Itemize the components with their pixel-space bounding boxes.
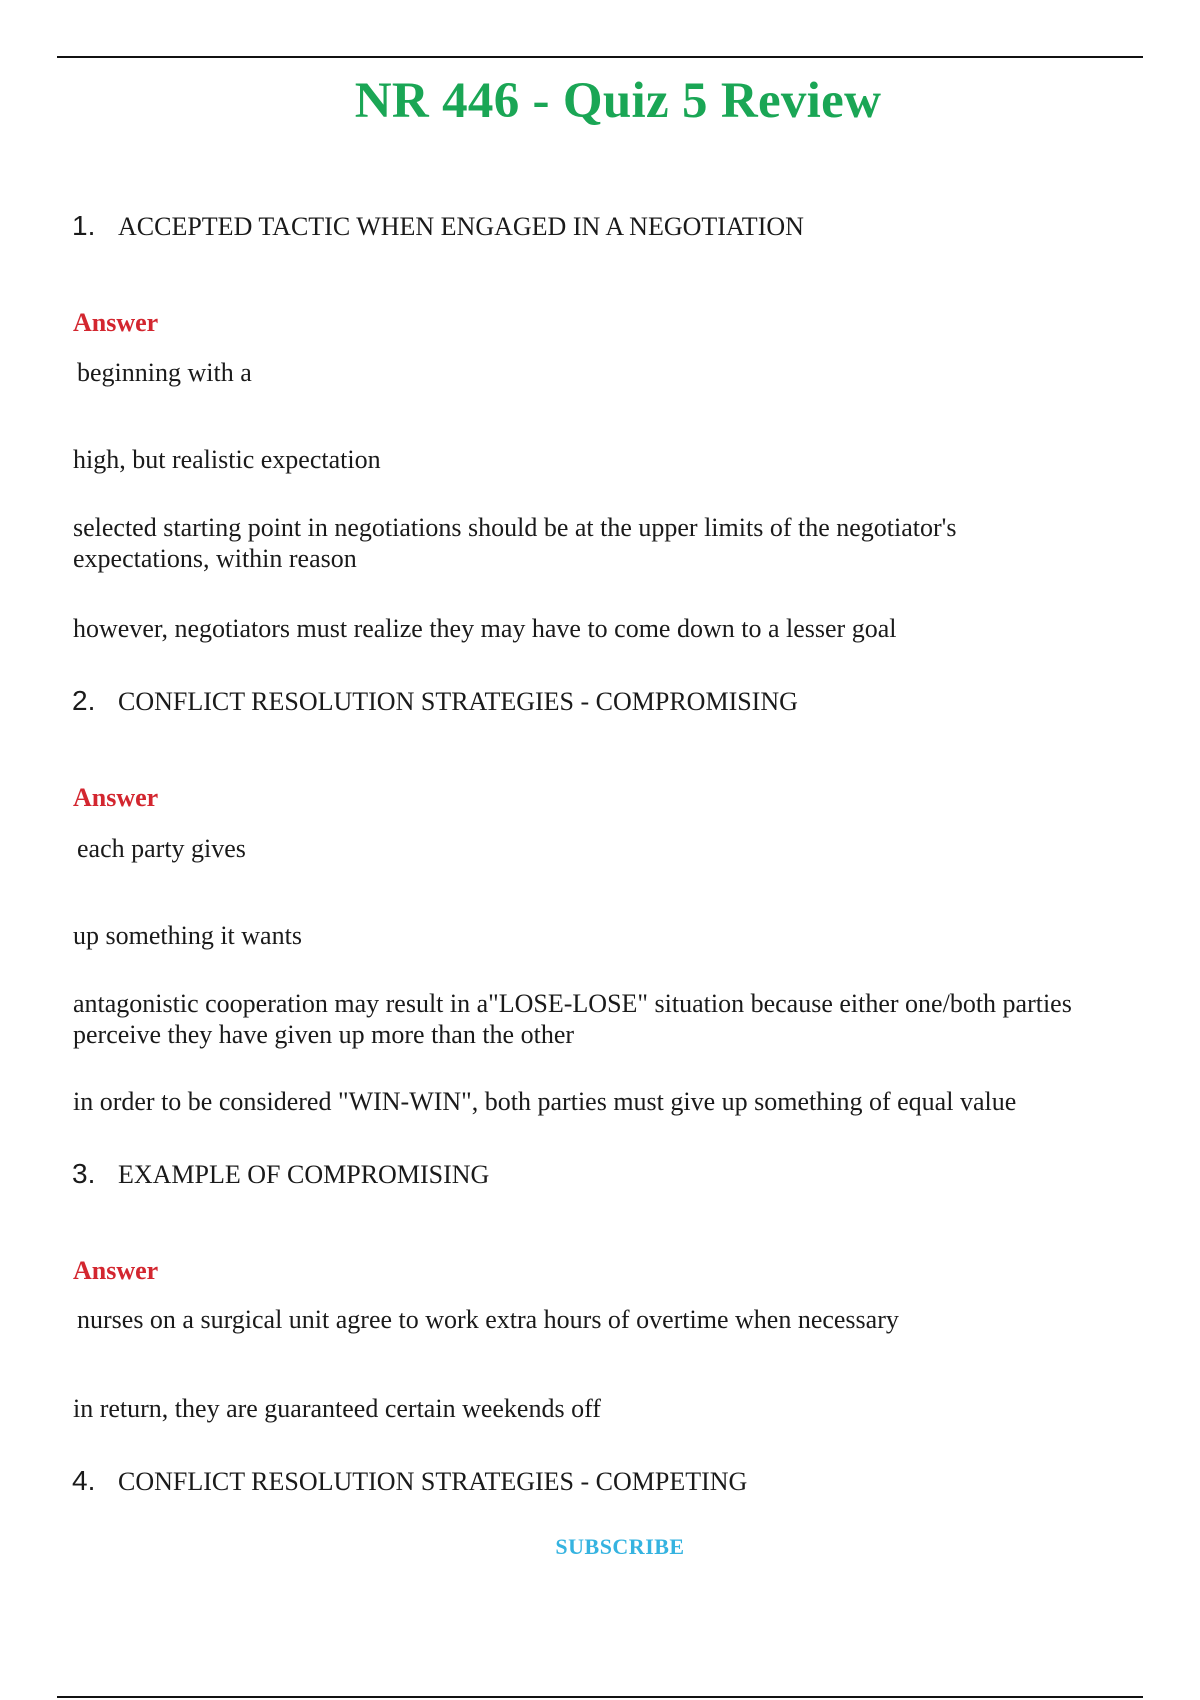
- question-number: 3.: [72, 1158, 96, 1189]
- answer-label: Answer: [73, 783, 159, 812]
- answer-line: nurses on a surgical unit agree to work extra hours of overtime when necessary: [77, 1305, 899, 1334]
- question-text: CONFLICT RESOLUTION STRATEGIES - COMPETING: [118, 1467, 748, 1496]
- page-title: NR 446 - Quiz 5 Review: [354, 73, 882, 129]
- answer-line: antagonistic cooperation may result in a"LOSE-LOSE" situation because either one/both parties perceive they have given up more than the other: [73, 989, 1072, 1049]
- answer-line: each party gives: [77, 834, 246, 863]
- answer-label: Answer: [73, 308, 159, 337]
- bottom-rule: [57, 1696, 1143, 1698]
- question-text: ACCEPTED TACTIC WHEN ENGAGED IN A NEGOTIATION: [118, 212, 804, 241]
- answer-line: high, but realistic expectation: [73, 445, 381, 474]
- answer-label: Answer: [73, 1256, 159, 1285]
- top-rule: [57, 56, 1143, 58]
- question-1: [72, 210, 804, 242]
- answer-line: up something it wants: [73, 921, 302, 950]
- question-text: CONFLICT RESOLUTION STRATEGIES - COMPROMISING: [118, 687, 798, 716]
- answer-line: in order to be considered "WIN-WIN", both parties must give up something of equal value: [73, 1087, 1017, 1116]
- question-text: EXAMPLE OF COMPROMISING: [118, 1160, 490, 1189]
- question-4: [72, 1465, 747, 1497]
- question-3: [72, 1158, 489, 1190]
- answer-line: beginning with a: [77, 358, 252, 387]
- question-number: 4.: [72, 1465, 96, 1496]
- question-2: [72, 685, 798, 717]
- answer-line: however, negotiators must realize they may have to come down to a lesser goal: [73, 614, 897, 643]
- question-number: 1.: [72, 210, 96, 241]
- answer-line: selected starting point in negotiations should be at the upper limits of the negotiator's expectations, within reason: [73, 513, 957, 573]
- question-number: 2.: [72, 685, 96, 716]
- subscribe-link[interactable]: SUBSCRIBE: [555, 1534, 685, 1559]
- answer-line: in return, they are guaranteed certain weekends off: [73, 1394, 601, 1423]
